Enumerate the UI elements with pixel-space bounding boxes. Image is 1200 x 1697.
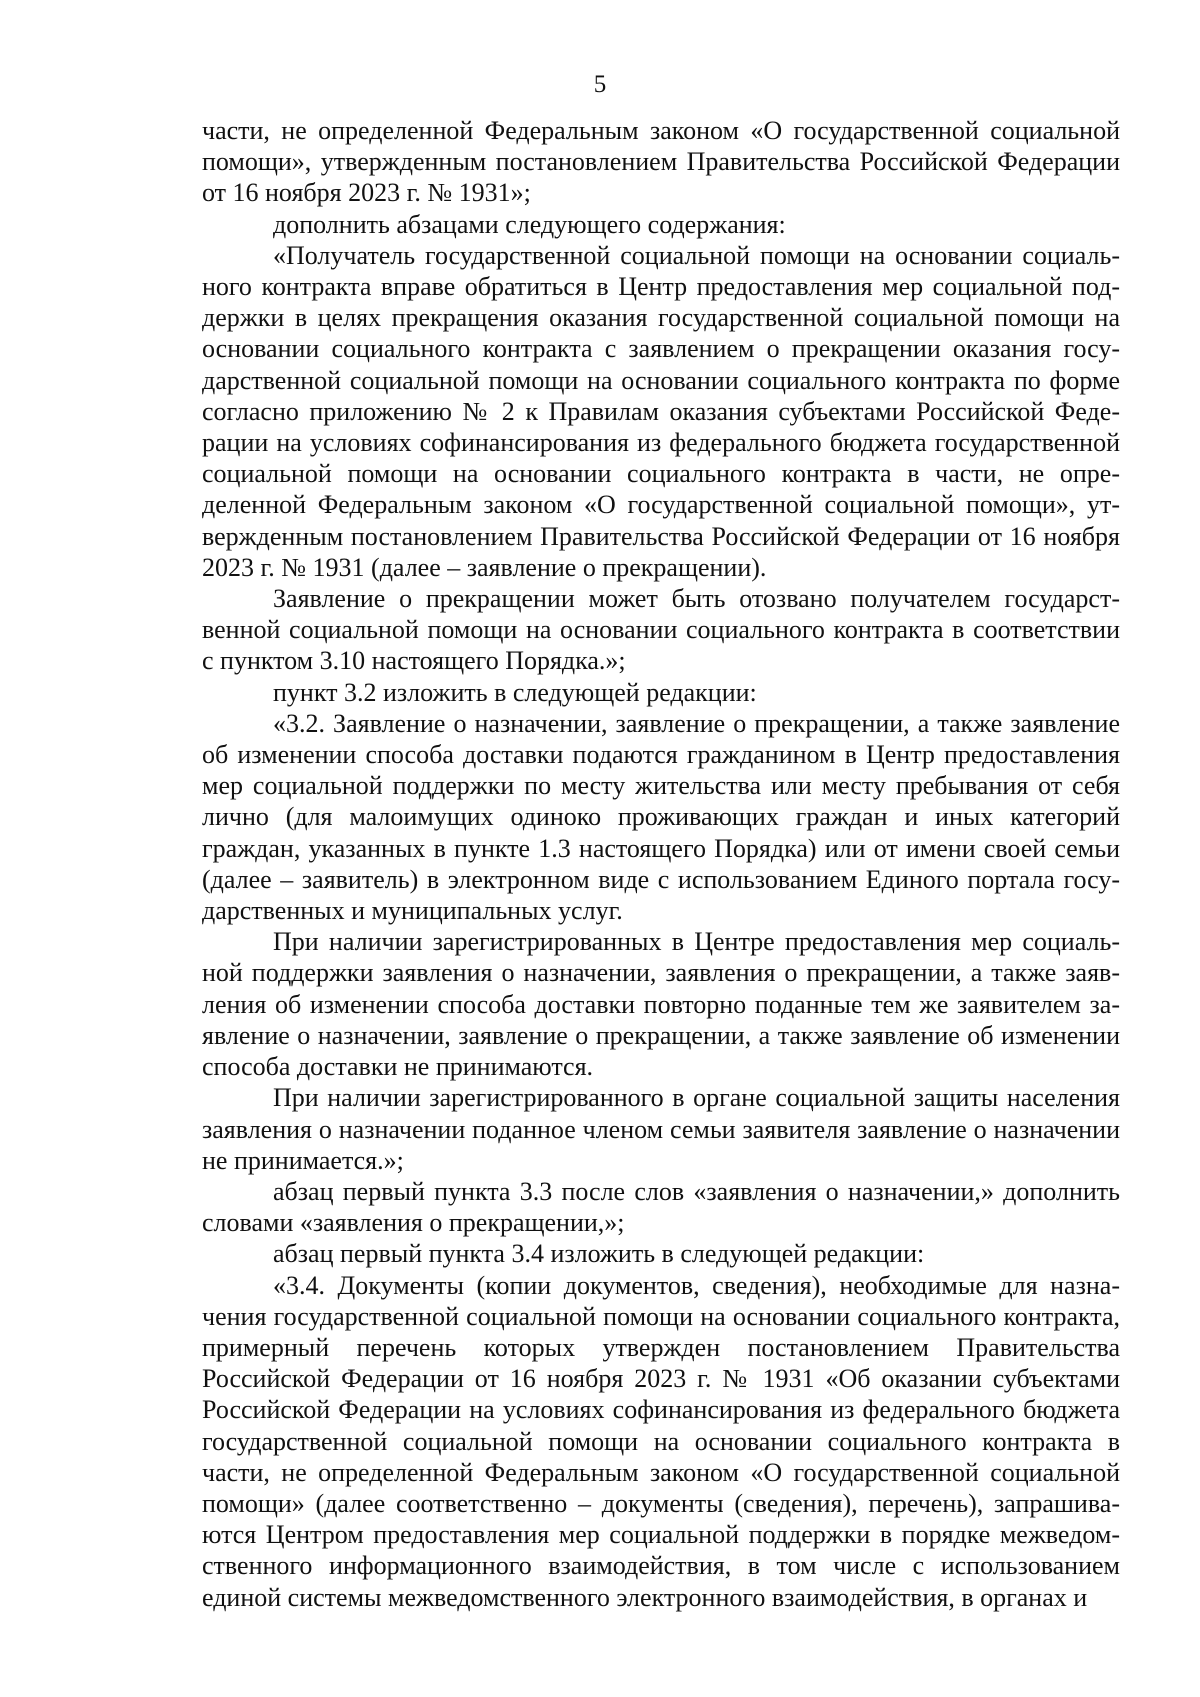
paragraph: дополнить абзацами следующего содержания: bbox=[273, 209, 786, 239]
paragraph: пункт 3.2 изложить в следующей редакции: bbox=[273, 677, 757, 707]
paragraph: абзац первый пункта 3.3 после слов «заявления о назначении,» дополнить словами «заявления о прекращении,»; bbox=[202, 1176, 1120, 1238]
paragraph: «3.4. Документы (копии документов, сведения), необходимые для назначения государственной социальной помощи на основании социального контракта, примерный перечень которых утвержден постановлением Правительства Российской Федерации от 16 ноября 2023 г. № 1931 «Об оказании субъектами Российской Федерации на условиях софинансирования из федерального бюджета государственной социальной помощи на основании социального контракта в части, не определенной Федеральным законом «О государственной социальной помощи» (далее соответственно – документы (сведения), перечень), запрашиваются Центром предоставления мер социальной поддержки в порядке межведомственного информационного взаимодействия, в том числе с использованием единой системы межведомственного электронного взаимодействия, в органах и bbox=[202, 1270, 1120, 1612]
paragraph: «3.2. Заявление о назначении, заявление о прекращении, а также заявление об изменении способа доставки подаются гражданином в Центр предоставления мер социальной поддержки по месту жительства или месту пребывания от себя лично (для малоимущих одиноко проживающих граждан и иных категорий граждан, указанных в пункте 1.3 настоящего Порядка) или от имени своей семьи (далее – заявитель) в электронном виде с использованием Единого портала государственных и муниципальных услуг. bbox=[202, 708, 1120, 926]
page-number: 5 bbox=[593, 71, 607, 98]
document-body bbox=[202, 115, 1120, 1613]
paragraph: При наличии зарегистрированного в органе социальной защиты населения заявления о назначении поданное членом семьи заявителя заявление о назначении не принимается.»; bbox=[202, 1083, 1120, 1175]
paragraph: абзац первый пункта 3.4 изложить в следующей редакции: bbox=[273, 1239, 925, 1269]
paragraph: Заявление о прекращении может быть отозвано получателем государственной социальной помощи на основании социального контракта в соответствии с пунктом 3.10 настоящего Порядка.»; bbox=[202, 584, 1120, 676]
paragraph: «Получатель государственной социальной помощи на основании социального контракта вправе обратиться в Центр предоставления мер социальной поддержки в целях прекращения оказания государственной социальной помощи на основании социального контракта с заявлением о прекращении оказания государственной социальной помощи на основании социального контракта по форме согласно приложению № 2 к Правилам оказания субъектами Российской Федерации на условиях софинансирования из федерального бюджета государственной социальной помощи на основании социального контракта в части, не определенной Федеральным законом «О государственной социальной помощи», утвержденным постановлением Правительства Российской Федерации от 16 ноября 2023 г. № 1931 (далее – заявление о прекращении). bbox=[202, 240, 1120, 582]
paragraph-continuation: части, не определенной Федеральным законом «О государственной социальной помощи», утвержденным постановлением Правительства Российской Федерации от 16 ноября 2023 г. № 1931»; bbox=[202, 116, 1120, 208]
paragraph: При наличии зарегистрированных в Центре предоставления мер социальной поддержки заявления о назначении, заявления о прекращении, а также заявления об изменении способа доставки повторно поданные тем же заявителем заявление о назначении, заявление о прекращении, а также заявление об изменении способа доставки не принимаются. bbox=[202, 927, 1120, 1082]
